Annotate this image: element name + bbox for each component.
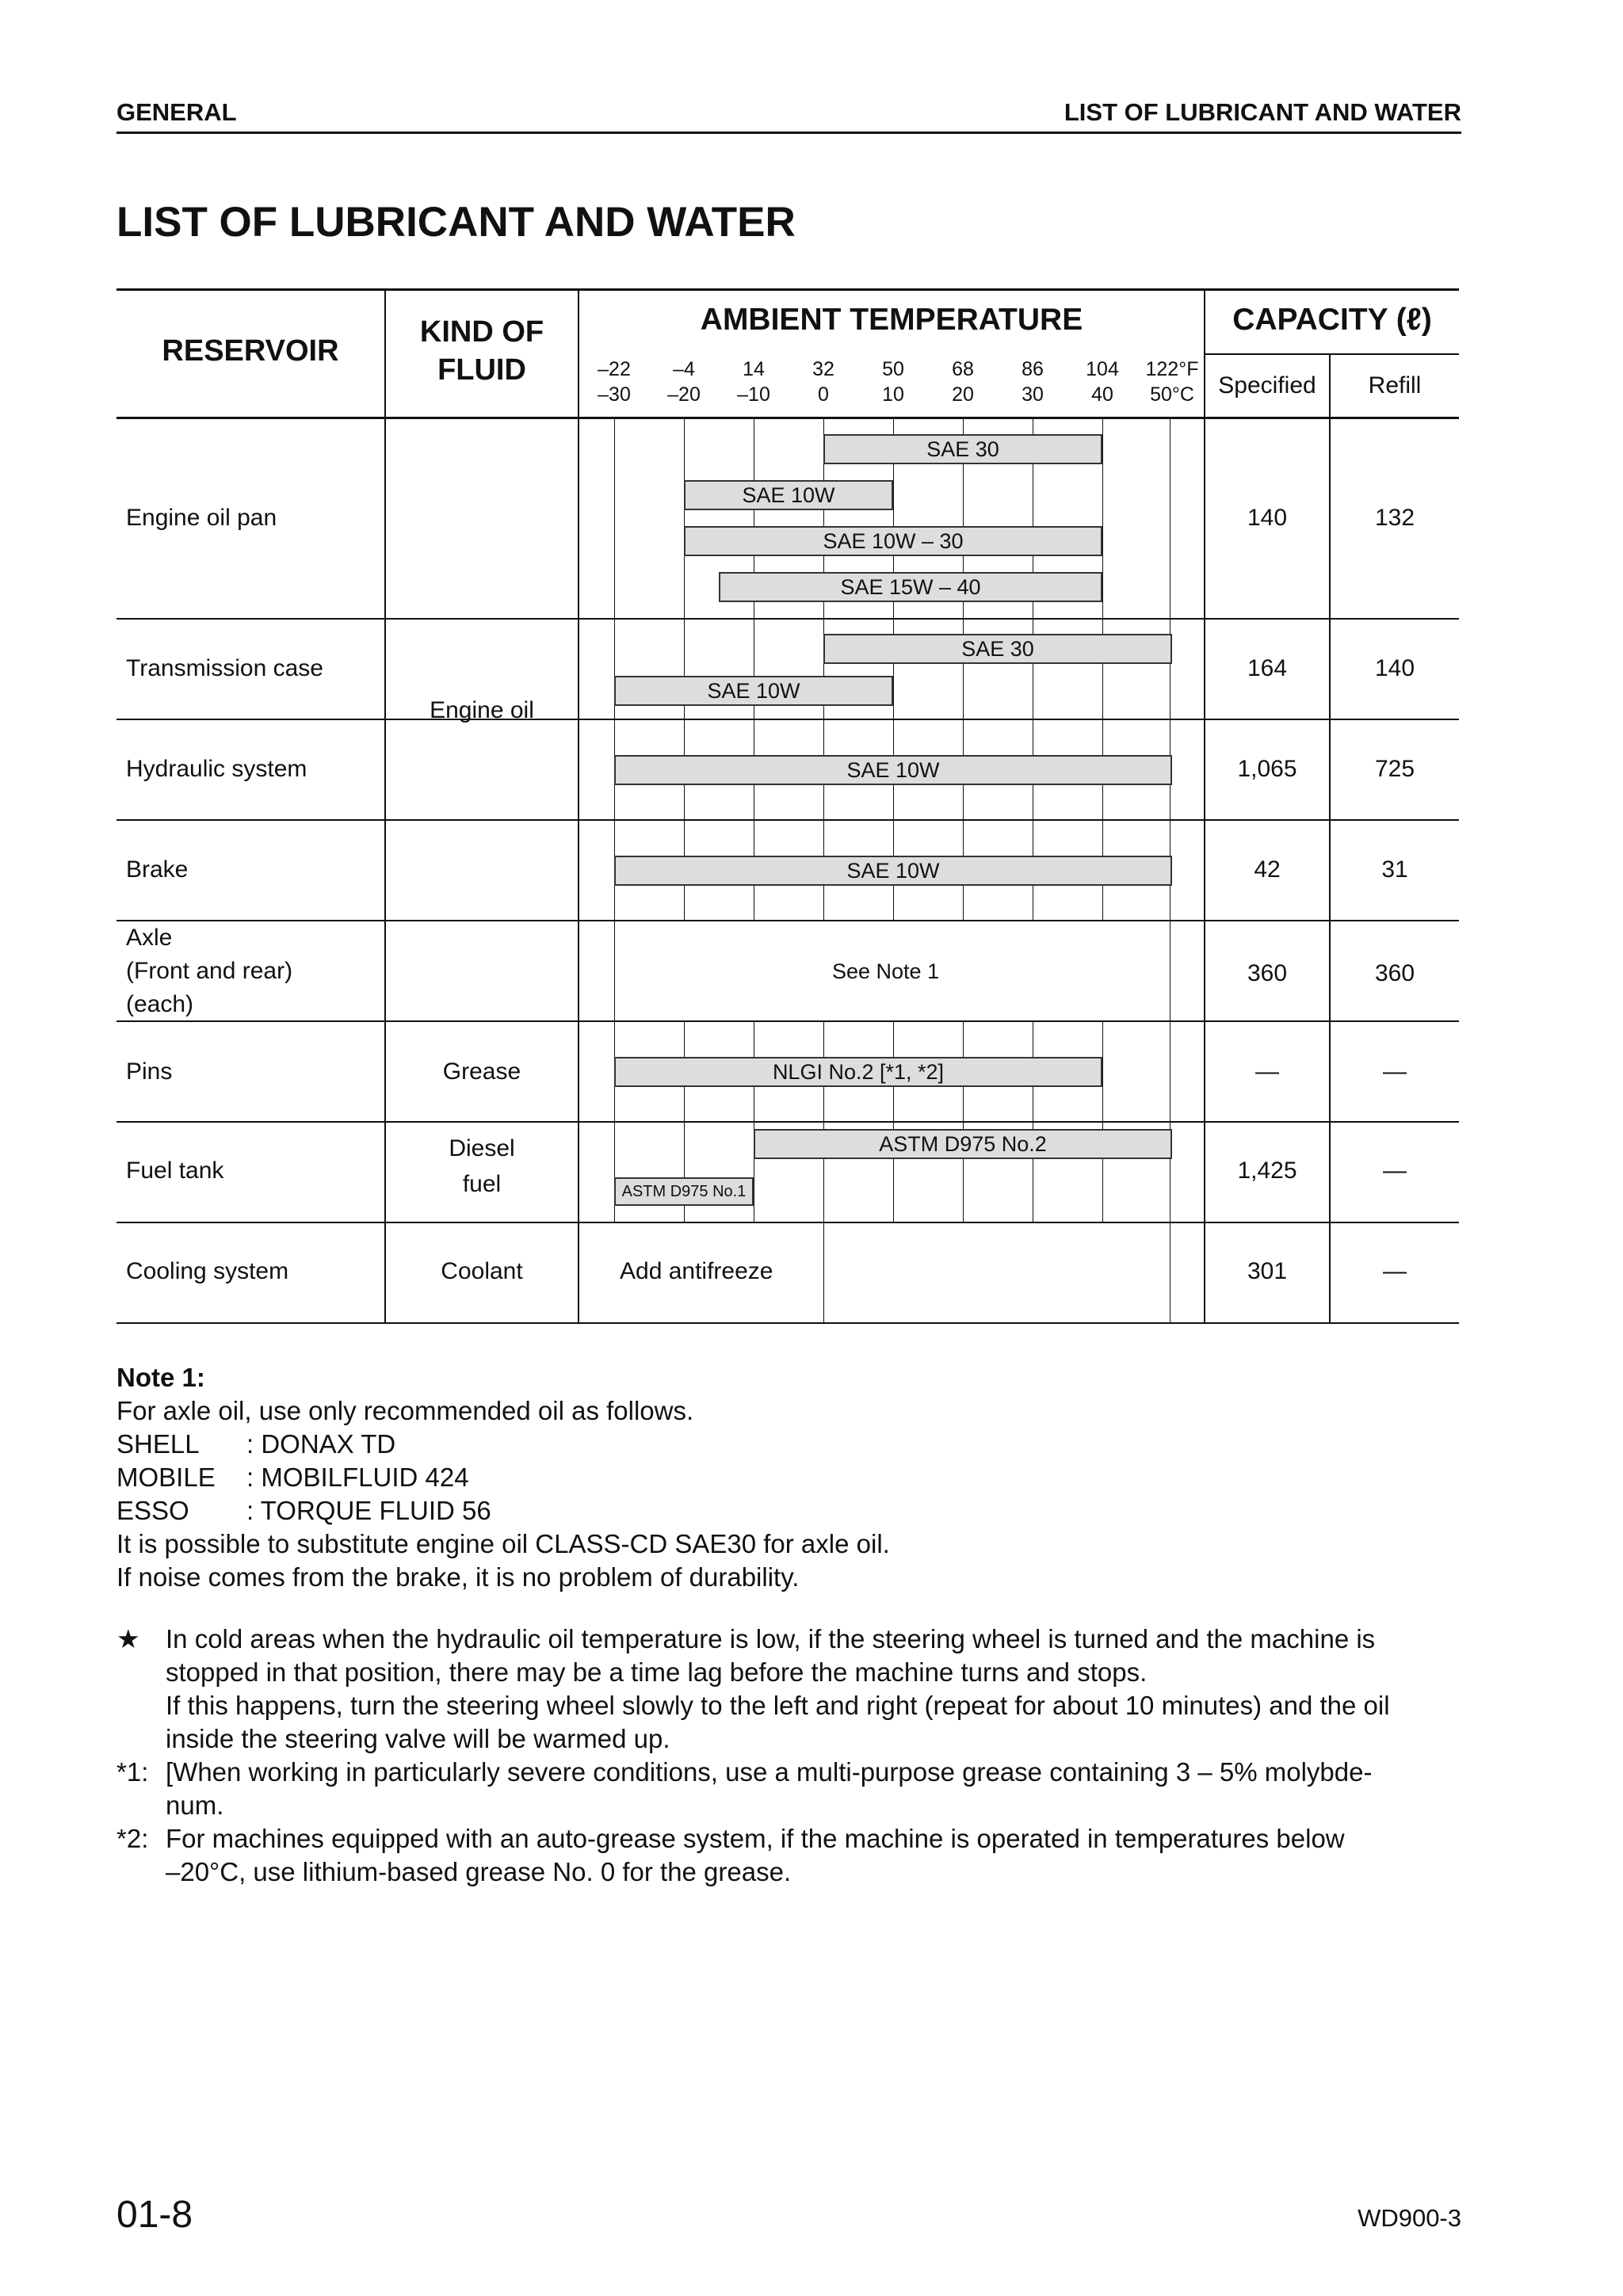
brand-mobile-value: : MOBILFLUID 424 [246, 1463, 469, 1492]
specified-header: Specified [1218, 372, 1316, 399]
row-divider [116, 618, 1459, 620]
tick-f: 122°F [1145, 358, 1199, 380]
cooling-add-antifreeze: Add antifreeze [620, 1258, 773, 1284]
header-bottom-rule [116, 417, 1459, 419]
star-note-line1: In cold areas when the hydraulic oil temperature is low, if the steering wheel is turned and the machine is [166, 1624, 1376, 1653]
grid-line [1102, 1022, 1103, 1121]
refill-cooling: — [1383, 1258, 1407, 1284]
header-chapter-title: LIST OF LUBRICANT AND WATER [1064, 98, 1461, 126]
temp-range-bar: SAE 10W [684, 480, 893, 510]
temp-range-bar: SAE 10W [614, 856, 1172, 886]
page-number: 01-8 [116, 2194, 193, 2236]
brand-shell-name: SHELL [116, 1429, 200, 1459]
grid-line [823, 1222, 824, 1322]
reservoir-transmission-case: Transmission case [126, 655, 323, 681]
temp-range-bar: ASTM D975 No.2 [754, 1129, 1172, 1159]
tick-c: 30 [1022, 383, 1044, 406]
capacity-subheader-rule [1205, 353, 1459, 355]
reservoir-pins: Pins [126, 1058, 173, 1085]
fluid-grease: Grease [442, 1058, 521, 1085]
reservoir-brake: Brake [126, 856, 189, 883]
star-note-line3: If this happens, turn the steering wheel slowly to the left and right (repeat for about 10 minutes) and the oil [166, 1691, 1390, 1720]
tick-f: 104 [1086, 358, 1119, 380]
refill-hydraulic: 725 [1374, 756, 1415, 782]
header-section-label: GENERAL [116, 98, 237, 126]
tick-f: 32 [812, 358, 834, 380]
specified-transmission: 164 [1247, 655, 1288, 681]
brand-esso-value: : TORQUE FLUID 56 [246, 1496, 491, 1525]
tick-f: –22 [598, 358, 631, 380]
tick-c: –30 [598, 383, 631, 406]
specified-fuel: 1,425 [1237, 1158, 1297, 1184]
star-note-line4: inside the steering valve will be warmed up. [166, 1724, 670, 1753]
tick-c: 0 [818, 383, 829, 406]
temp-range-bar: ASTM D975 No.1 [614, 1177, 754, 1206]
fluid-header-line2: FLUID [437, 353, 526, 387]
note1-line1: It is possible to substitute engine oil CLASS-CD SAE30 for axle oil. [116, 1529, 890, 1558]
specified-pins: — [1255, 1058, 1279, 1085]
row-divider [116, 819, 1459, 821]
brand-mobile-name: MOBILE [116, 1463, 216, 1492]
tick-f: 86 [1022, 358, 1044, 380]
temp-range-bar: SAE 30 [823, 634, 1172, 664]
footnote1-line2: num. [166, 1791, 224, 1820]
temp-range-bar: SAE 10W [614, 755, 1172, 785]
table-top-rule [116, 288, 1459, 291]
specified-hydraulic: 1,065 [1237, 756, 1297, 782]
tick-f: –4 [673, 358, 695, 380]
footnote1-line1: [When working in particularly severe conditions, use a multi-purpose grease containing 3 – 5% molybde- [166, 1757, 1373, 1787]
reservoir-hydraulic-system: Hydraulic system [126, 756, 307, 782]
tick-c: –10 [737, 383, 770, 406]
fluid-header-line1: KIND OF [419, 315, 544, 349]
row-divider [116, 719, 1459, 720]
brand-shell-value: : DONAX TD [246, 1429, 396, 1459]
reservoir-fuel-tank: Fuel tank [126, 1158, 224, 1184]
row-divider [116, 920, 1459, 921]
refill-transmission: 140 [1374, 655, 1415, 681]
grid-line [614, 419, 615, 1222]
note1-title: Note 1: [116, 1363, 205, 1392]
refill-engine-oil-pan: 132 [1374, 505, 1415, 531]
temp-range-bar: SAE 10W – 30 [684, 526, 1102, 556]
refill-brake: 31 [1381, 856, 1408, 883]
tick-f: 50 [882, 358, 904, 380]
tick-c: 50°C [1150, 383, 1194, 406]
footnote2-line2: –20°C, use lithium-based grease No. 0 for the grease. [166, 1857, 792, 1886]
reservoir-axle-line2: (Front and rear) [126, 958, 293, 984]
temp-range-bar: SAE 10W [614, 676, 893, 706]
specified-cooling: 301 [1247, 1258, 1288, 1284]
tick-c: –20 [667, 383, 701, 406]
specified-brake: 42 [1254, 856, 1281, 883]
temp-range-bar: SAE 30 [823, 434, 1102, 464]
footnote1-mark: *1: [116, 1757, 149, 1787]
reservoir-axle-line1: Axle [126, 925, 173, 951]
brand-esso-name: ESSO [116, 1496, 189, 1525]
fluid-diesel-line1: Diesel [449, 1135, 515, 1161]
header-rule [116, 132, 1461, 134]
fluid-diesel-line2: fuel [462, 1171, 502, 1197]
refill-axle: 360 [1374, 960, 1415, 986]
grid-line [1102, 419, 1103, 618]
page-title: LIST OF LUBRICANT AND WATER [116, 199, 796, 246]
reservoir-engine-oil-pan: Engine oil pan [126, 505, 277, 531]
tick-c: 20 [952, 383, 974, 406]
note1-intro: For axle oil, use only recommended oil as follows. [116, 1396, 694, 1425]
footnote2-mark: *2: [116, 1824, 149, 1853]
star-icon: ★ [116, 1624, 140, 1653]
tick-f: 14 [743, 358, 765, 380]
ambient-temperature-header: AMBIENT TEMPERATURE [700, 303, 1083, 337]
tick-c: 40 [1091, 383, 1113, 406]
tick-c: 10 [882, 383, 904, 406]
specified-engine-oil-pan: 140 [1247, 505, 1288, 531]
axle-see-note: See Note 1 [832, 959, 940, 983]
reservoir-axle-line3: (each) [126, 991, 194, 1017]
refill-fuel: — [1383, 1158, 1407, 1184]
reservoir-header: RESERVOIR [162, 334, 339, 368]
fluid-engine-oil: Engine oil [430, 697, 534, 723]
specified-axle: 360 [1247, 960, 1288, 986]
row-divider [116, 1020, 1459, 1022]
temp-range-bar: SAE 15W – 40 [719, 572, 1102, 602]
tick-f: 68 [952, 358, 974, 380]
capacity-header: CAPACITY (ℓ) [1232, 303, 1432, 337]
col-divider [578, 288, 579, 1323]
temp-range-bar: NLGI No.2 [*1, *2] [614, 1057, 1102, 1087]
footnote2-line1: For machines equipped with an auto-grease system, if the machine is operated in temperatures below [166, 1824, 1345, 1853]
fluid-coolant: Coolant [441, 1258, 523, 1284]
row-divider [116, 1222, 1459, 1223]
col-divider [384, 288, 386, 1323]
grid-line [684, 419, 685, 618]
reservoir-cooling-system: Cooling system [126, 1258, 289, 1284]
refill-pins: — [1383, 1058, 1407, 1085]
star-note-line2: stopped in that position, there may be a time lag before the machine turns and stops. [166, 1657, 1148, 1687]
note1-line2: If noise comes from the brake, it is no problem of durability. [116, 1562, 800, 1592]
model-number: WD900-3 [1358, 2204, 1461, 2232]
table-bottom-rule [116, 1322, 1459, 1324]
grid-line [684, 1123, 685, 1222]
row-divider [116, 1121, 1459, 1123]
refill-header: Refill [1368, 372, 1422, 399]
